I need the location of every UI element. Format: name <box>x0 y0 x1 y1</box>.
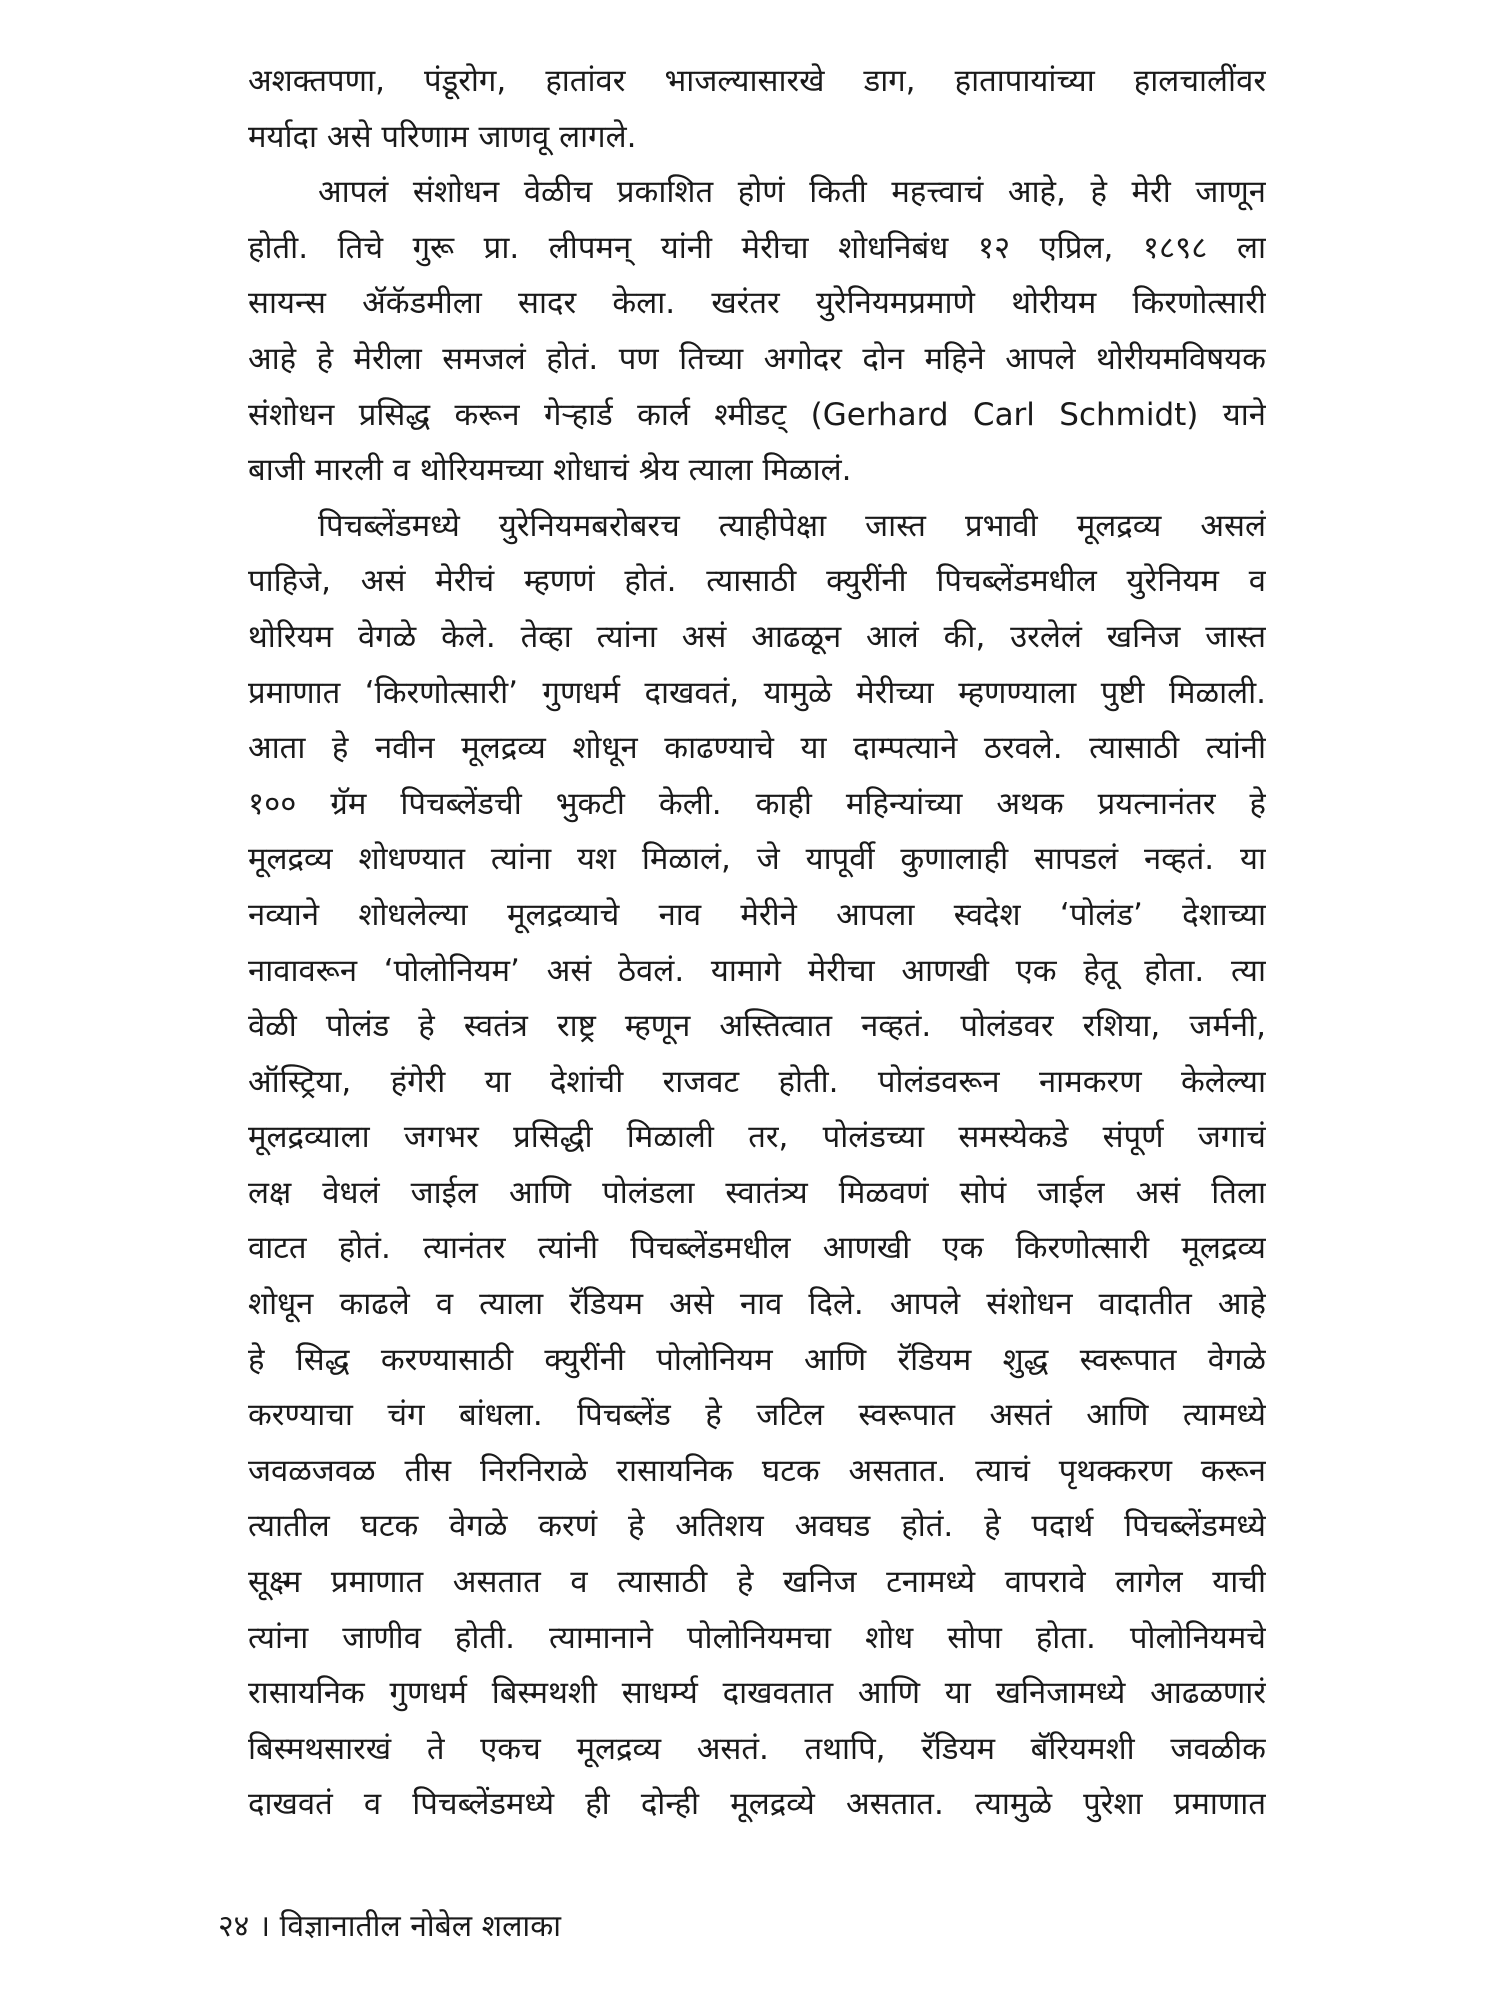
text-line: बाजी मारली व थोरियमच्या शोधाचं श्रेय त्याला मिळालं. <box>248 452 852 489</box>
text-line: पिचब्लेंडमध्ये युरेनियमबरोबरच त्याहीपेक्षा जास्त प्रभावी मूलद्रव्य असलं <box>318 507 1266 544</box>
text-line: बिस्मथसारखं ते एकच मूलद्रव्य असतं. तथापि, रॅडियम बॅरियमशी जवळीक <box>248 1730 1266 1767</box>
text-line: दाखवतं व पिचब्लेंडमध्ये ही दोन्ही मूलद्रव्ये असतात. त्यामुळे पुरेशा प्रमाणात <box>248 1786 1266 1823</box>
text-line: नावावरून ‘पोलोनियम’ असं ठेवलं. यामागे मेरीचा आणखी एक हेतू होता. त्या <box>248 952 1266 989</box>
text-line: हे सिद्ध करण्यासाठी क्युरींनी पोलोनियम आणि रॅडियम शुद्ध स्वरूपात वेगळे <box>248 1341 1266 1378</box>
page-footer: २४ । विज्ञानातील नोबेल शलाका <box>218 1909 562 1944</box>
text-line: होती. तिचे गुरू प्रा. लीपमन् यांनी मेरीचा शोधनिबंध १२ एप्रिल, १८९८ ला <box>248 229 1266 266</box>
text-line: आहे हे मेरीला समजलं होतं. पण तिच्या अगोदर दोन महिने आपले थोरीयमविषयक <box>248 340 1266 377</box>
text-line: त्यातील घटक वेगळे करणं हे अतिशय अवघड होतं. हे पदार्थ पिचब्लेंडमध्ये <box>248 1508 1266 1545</box>
text-line: १०० ग्रॅम पिचब्लेंडची भुकटी केली. काही महिन्यांच्या अथक प्रयत्नानंतर हे <box>248 785 1266 822</box>
text-line: करण्याचा चंग बांधला. पिचब्लेंड हे जटिल स्वरूपात असतं आणि त्यामध्ये <box>248 1397 1266 1434</box>
body-text <box>248 54 1266 1833</box>
text-line: सायन्स ॲकॅडमीला सादर केला. खरंतर युरेनियमप्रमाणे थोरीयम किरणोत्सारी <box>248 285 1266 322</box>
text-line: नव्याने शोधलेल्या मूलद्रव्याचे नाव मेरीने आपला स्वदेश ‘पोलंड’ देशाच्या <box>248 896 1266 933</box>
text-line: मर्यादा असे परिणाम जाणवू लागले. <box>248 118 637 155</box>
text-line: जवळजवळ तीस निरनिराळे रासायनिक घटक असतात. त्याचं पृथक्करण करून <box>248 1452 1266 1489</box>
text-line: अशक्तपणा, पंडूरोग, हातांवर भाजल्यासारखे डाग, हातापायांच्या हालचालींवर <box>248 63 1266 99</box>
text-line: मूलद्रव्याला जगभर प्रसिद्धी मिळाली तर, पोलंडच्या समस्येकडे संपूर्ण जगाचं <box>248 1119 1266 1156</box>
text-line: आपलं संशोधन वेळीच प्रकाशित होणं किती महत्त्वाचं आहे, हे मेरी जाणून <box>318 174 1266 211</box>
text-line: रासायनिक गुणधर्म बिस्मथशी साधर्म्य दाखवतात आणि या खनिजामध्ये आढळणारं <box>248 1675 1266 1712</box>
text-line: वाटत होतं. त्यानंतर त्यांनी पिचब्लेंडमधील आणखी एक किरणोत्सारी मूलद्रव्य <box>248 1230 1266 1267</box>
text-line: आता हे नवीन मूलद्रव्य शोधून काढण्याचे या दाम्पत्याने ठरवले. त्यासाठी त्यांनी <box>248 730 1266 767</box>
text-line: पाहिजे, असं मेरीचं म्हणणं होतं. त्यासाठी क्युरींनी पिचब्लेंडमधील युरेनियम व <box>248 563 1266 600</box>
text-line: लक्ष वेधलं जाईल आणि पोलंडला स्वातंत्र्य मिळवणं सोपं जाईल असं तिला <box>248 1174 1266 1211</box>
text-line: मूलद्रव्य शोधण्यात त्यांना यश मिळालं, जे यापूर्वी कुणालाही सापडलं नव्हतं. या <box>248 841 1266 878</box>
text-line: ऑस्ट्रिया, हंगेरी या देशांची राजवट होती. पोलंडवरून नामकरण केलेल्या <box>248 1063 1266 1100</box>
text-line: सूक्ष्म प्रमाणात असतात व त्यासाठी हे खनिज टनामध्ये वापरावे लागेल याची <box>248 1564 1266 1601</box>
text-line: शोधून काढले व त्याला रॅडियम असे नाव दिले. आपले संशोधन वादातीत आहे <box>248 1286 1266 1323</box>
text-line: वेळी पोलंड हे स्वतंत्र राष्ट्र म्हणून अस्तित्वात नव्हतं. पोलंडवर रशिया, जर्मनी, <box>248 1008 1266 1045</box>
text-line: त्यांना जाणीव होती. त्यामानाने पोलोनियमचा शोध सोपा होता. पोलोनियमचे <box>248 1619 1266 1656</box>
text-line: थोरियम वेगळे केले. तेव्हा त्यांना असं आढळून आलं की, उरलेलं खनिज जास्त <box>248 618 1266 655</box>
text-line: प्रमाणात ‘किरणोत्सारी’ गुणधर्म दाखवतं, यामुळे मेरीच्या म्हणण्याला पुष्टी मिळाली. <box>248 674 1266 711</box>
text-line: संशोधन प्रसिद्ध करून गेऱ्हार्ड कार्ल श्मीडट् (Gerhard Carl Schmidt) याने <box>248 396 1266 433</box>
